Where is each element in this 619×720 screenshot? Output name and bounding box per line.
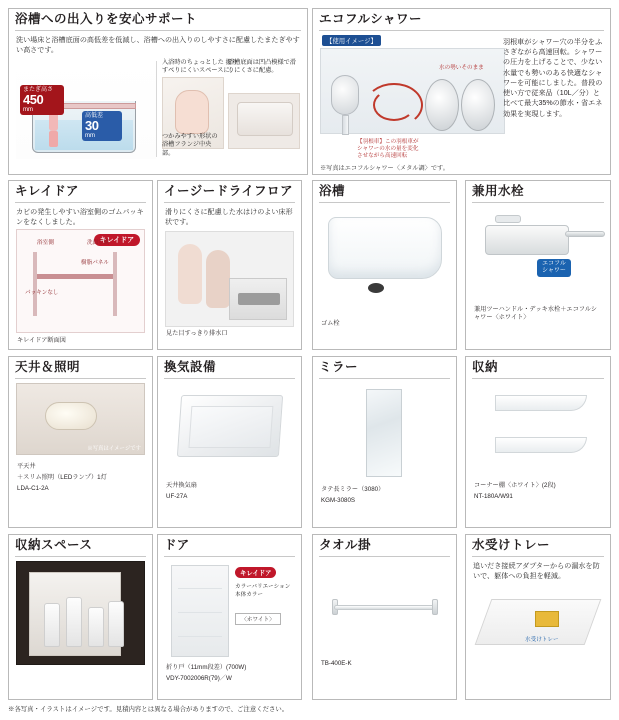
- card-title: 天井＆照明: [15, 360, 81, 374]
- vent-caption-2: UF-27A: [166, 493, 188, 501]
- kireidoor-badge: キレイドア: [235, 567, 276, 578]
- towel-caption: TB-400E-K: [321, 659, 352, 667]
- tub-bottom-surface: [237, 102, 293, 136]
- card-title: エコフルシャワー: [319, 12, 422, 26]
- card-water-tray: [465, 534, 611, 700]
- card-entry-support: [8, 8, 308, 175]
- eco-image-label: 【使用イメージ】: [322, 35, 381, 46]
- ceiling-caption-1: 平天井: [17, 462, 36, 470]
- card-title: 水受けトレー: [472, 538, 551, 552]
- card-ventilation: [157, 356, 302, 528]
- badge-level-label: 高低差: [85, 112, 104, 119]
- title-divider: [472, 378, 604, 379]
- vent-grille: [188, 406, 273, 448]
- ceiling-caption-3: LDA-C1-2A: [17, 485, 49, 493]
- storage-caption-1: コーナー棚〈ホワイト〉(2段): [474, 481, 556, 489]
- eco-body: 羽根車がシャワー穴の半分をふさぎながら高速回転。シャワーの圧力を上げることで、少ない水量でも勢いのある快適なシャワーを可能にしました。普段の使い方で従来品（10L／分）と比べて最大35%の節水・省エネ効果を実現します。: [503, 37, 603, 118]
- eco-figure: [320, 35, 603, 163]
- shelf-tier-2: [495, 437, 587, 453]
- shower-plate-disc: [461, 79, 495, 131]
- diagram-label-0: 浴室側: [37, 239, 54, 246]
- card-mirror: [312, 356, 457, 528]
- impeller-disc: [425, 79, 459, 131]
- title-divider: [15, 556, 146, 557]
- photo-disclaimer: ※写真はイメージです: [87, 445, 141, 452]
- note-tub-bottom: 浴槽底面は凹凸模様で滑りにくさに配慮。: [228, 58, 297, 75]
- title-divider: [15, 378, 146, 379]
- diagram-wall-left: [33, 252, 37, 316]
- note-flange: つかみやすい形状の浴槽フランジ中央部。: [162, 132, 218, 157]
- title-divider: [319, 30, 604, 31]
- rubber-plug: [368, 283, 384, 293]
- diagram-label-1: 洗面室側: [87, 239, 110, 246]
- storage-space-photo: [16, 561, 145, 665]
- card-storage-space: [8, 534, 153, 700]
- card-storage: [465, 356, 611, 528]
- faucet-render: [473, 207, 603, 293]
- title-divider: [319, 556, 450, 557]
- hand-illustration: [175, 90, 209, 134]
- door2-caption-2: VDY-7002006R(79)／W: [166, 675, 232, 683]
- color-chip-white[interactable]: 〈ホワイト〉: [235, 613, 281, 625]
- card-easydry-floor: [157, 180, 302, 350]
- card-title: ドア: [164, 538, 190, 552]
- feet-illustration: [176, 240, 236, 314]
- entry-illustration: [16, 59, 156, 159]
- diagram-wall-right: [113, 252, 117, 316]
- door2-caption-1: 折り戸（11mm段差）(700W): [166, 663, 247, 671]
- ecofull-badge-line2: シャワー: [542, 267, 566, 274]
- card-title: ミラー: [319, 360, 359, 374]
- title-divider: [319, 378, 450, 379]
- title-divider: [164, 202, 295, 203]
- vent-caption-1: 天井換気扇: [166, 481, 197, 489]
- card-title: 収納スペース: [15, 538, 93, 552]
- door1-body: カビの発生しやすい浴室側のゴムパッキンをなくしました。: [16, 207, 144, 226]
- tray-diagram: [473, 585, 603, 655]
- callout-impeller: 【羽根車】この羽根車がシャワーの水の量を変化させながら高速回転: [357, 138, 419, 160]
- door-photo: [165, 561, 294, 661]
- card-title: 浴槽: [319, 184, 346, 198]
- drain-photo: [229, 278, 287, 320]
- shower-head-icon: [331, 75, 361, 133]
- card-title: タオル掛: [319, 538, 372, 552]
- note-grip-right: 入浴時のちょっとした 握り すべりにくいスペースに。: [162, 58, 238, 75]
- ceiling-light: [45, 402, 97, 430]
- storage-photo: [473, 383, 603, 479]
- folding-door: [171, 565, 229, 657]
- badge-step-unit: mm: [23, 107, 33, 114]
- faucet-photo: [473, 207, 603, 303]
- color-variation-title: カラーバリエーション: [235, 583, 291, 590]
- badge-level-value: 30: [85, 118, 99, 134]
- card-title: 浴槽への出入りを安心サポート: [15, 12, 198, 26]
- card-door: [157, 534, 302, 700]
- callout-pressure: 水の勢いそのまま: [439, 64, 484, 71]
- mirror-caption-2: KGM-3080S: [321, 497, 356, 505]
- title-divider: [164, 556, 295, 557]
- bathtub-outline: [328, 217, 442, 279]
- title-divider: [319, 202, 450, 203]
- door1-caption: キレイドア断面図: [17, 336, 66, 344]
- drain-slot: [238, 293, 280, 305]
- shelf-tier-1: [495, 395, 587, 411]
- badge-step-height: [20, 85, 64, 115]
- title-divider: [164, 378, 295, 379]
- faucet-spout: [565, 231, 605, 237]
- bathtub-render: [320, 207, 449, 307]
- door-section-diagram: [16, 229, 145, 333]
- tray-body: 追いだき接続アダプターからの漏水を防いで、躯体への負担を軽減。: [473, 561, 600, 580]
- diagram-label-3: パッキンなし: [25, 289, 59, 296]
- bottle-item: [44, 603, 60, 647]
- eco-footnote: ※写真はエコフルシャワー〈メタル調〉です。: [320, 164, 449, 172]
- towel-bar: [334, 605, 438, 610]
- bathtub-photo: [320, 207, 449, 317]
- title-divider: [472, 202, 604, 203]
- card-bathtub: [312, 180, 457, 350]
- tub-bottom-photo: [228, 93, 300, 149]
- entry-figure: [16, 59, 300, 159]
- water-swirl-icon-2: [373, 89, 415, 121]
- eco-description: [503, 37, 603, 119]
- ventilation-photo: [165, 383, 294, 479]
- mirror-photo: [320, 383, 449, 483]
- faucet-caption: 兼用ツーハンドル・デッキ水栓＋エコフルシャワー〈ホワイト〉: [474, 305, 597, 322]
- card-kireidoor: [8, 180, 153, 350]
- tub-caption: ゴム栓: [321, 319, 340, 327]
- card-faucet: [465, 180, 611, 350]
- color-variation-label: [235, 583, 290, 600]
- title-divider: [15, 30, 301, 31]
- wall-niche: [29, 572, 121, 656]
- mirror-glass: [366, 389, 402, 477]
- card-title: 換気設備: [164, 360, 217, 374]
- badge-step-label: またぎ高さ: [23, 86, 54, 93]
- title-divider: [15, 202, 146, 203]
- ecofull-badge-line1: エコフル: [542, 260, 566, 267]
- eco-shower-image: [320, 48, 505, 160]
- badge-level-unit: mm: [85, 133, 95, 140]
- floor-body: 滑りにくさに配慮した水はけのよい床形状です。: [165, 207, 293, 226]
- water-tray: [535, 611, 559, 627]
- bottle-item: [108, 601, 124, 647]
- bottle-item: [88, 607, 104, 647]
- card-eco-shower: [312, 8, 611, 175]
- entry-body: 洗い場床と浴槽底面の高低差を低減し、浴槽への出入りのしやすさに配慮したまたぎやすい高さです。: [16, 35, 300, 54]
- ceiling-photo: [16, 383, 145, 455]
- corner-shelf: [495, 391, 587, 471]
- diagram-label-2: 樹脂パネル: [81, 259, 109, 266]
- faucet-body: [485, 225, 569, 255]
- towel-bracket-right: [432, 599, 438, 615]
- ceiling-caption-2: ＋スリム照明（LEDランプ）1灯: [17, 474, 107, 482]
- diagram-panel: [37, 274, 113, 279]
- kireidoor-badge: キレイドア: [94, 234, 140, 246]
- floor-photo: [165, 231, 294, 327]
- page-footer-note: ※各写真・イラストはイメージです。見積内容とは異なる場合がありますので、ご注意ください。: [8, 706, 289, 713]
- card-title: 兼用水栓: [472, 184, 525, 198]
- tray-label: 水受けトレー: [525, 636, 559, 643]
- card-ceiling-lighting: [8, 356, 153, 528]
- badge-level-diff: [82, 111, 122, 141]
- eco-image-area: [320, 35, 505, 160]
- bottle-item: [66, 597, 82, 647]
- storage-caption-2: NT-180A/W91: [474, 493, 513, 501]
- mirror-caption-1: タテ長ミラー（3080）: [321, 485, 385, 493]
- ecofull-badge: [537, 259, 571, 277]
- figure-divider: [156, 61, 157, 157]
- towel-bar-photo: [320, 561, 449, 657]
- title-divider: [472, 556, 604, 557]
- entry-photos: [158, 59, 304, 159]
- faucet-handle: [495, 215, 521, 223]
- card-towel-bar: [312, 534, 457, 700]
- card-title: キレイドア: [15, 184, 79, 198]
- card-title: 収納: [472, 360, 499, 374]
- color-body-label: 本体カラー: [235, 592, 263, 599]
- floor-caption: 見た目すっきり排水口: [166, 329, 228, 337]
- vent-panel: [177, 395, 283, 457]
- badge-step-value: 450: [23, 92, 44, 108]
- card-title: イージードライフロア: [164, 184, 294, 198]
